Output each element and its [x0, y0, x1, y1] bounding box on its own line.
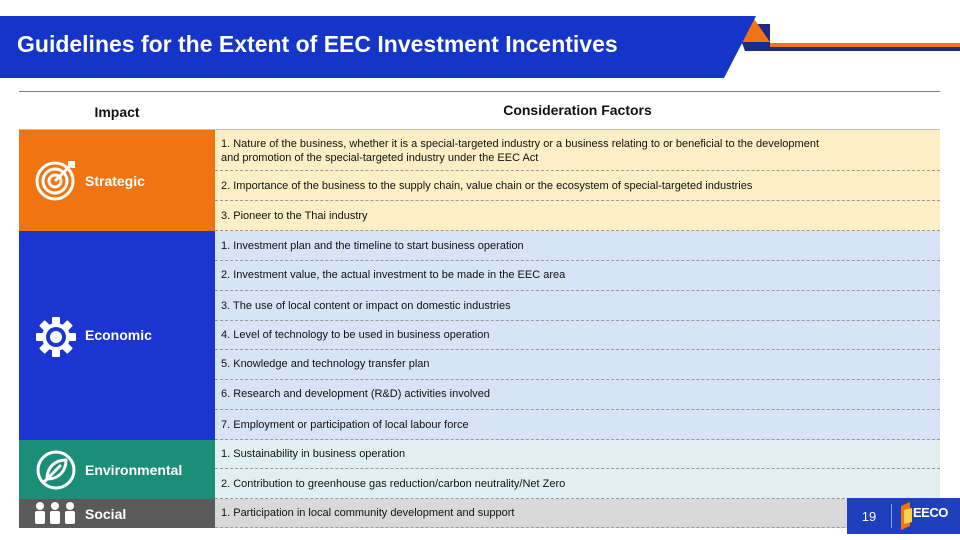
factor-row — [215, 380, 940, 410]
footer-badge — [847, 498, 960, 534]
factor-row — [215, 201, 940, 231]
factor-row — [215, 350, 940, 380]
factor-text: 4. Level of technology to be used in business operation — [221, 329, 490, 341]
factors-social — [215, 499, 940, 528]
factor-text: 3. Pioneer to the Thai industry — [221, 210, 368, 222]
factor-row — [215, 231, 940, 261]
page-number: 19 — [861, 509, 877, 524]
factor-text: 5. Knowledge and technology transfer plan — [221, 358, 430, 370]
factor-text: 3. The use of local content or impact on domestic industries — [221, 300, 511, 312]
group-environmental — [19, 440, 940, 499]
factor-row — [215, 291, 940, 321]
factor-text: 6. Research and development (R&D) activities involved — [221, 388, 491, 400]
group-social — [19, 499, 940, 528]
factor-text: 2. Importance of the business to the supply chain, value chain or the ecosystem of special-targeted industries — [221, 180, 753, 192]
factor-text: 2. Investment value, the actual investment to be made in the EEC area — [221, 269, 566, 281]
factor-text: 1. Investment plan and the timeline to start business operation — [221, 240, 524, 252]
factors-environmental — [215, 440, 940, 499]
factor-row — [215, 321, 940, 350]
group-strategic — [19, 130, 940, 231]
impact-label-environmental: Environmental — [85, 462, 183, 478]
impact-label-economic: Economic — [85, 327, 152, 343]
title-banner — [0, 16, 960, 80]
impact-cell-social — [19, 499, 215, 528]
factor-text: 2. Contribution to greenhouse gas reduction/carbon neutrality/Net Zero — [221, 478, 566, 490]
impact-cell-strategic — [19, 130, 215, 231]
footer-divider — [891, 504, 892, 528]
factor-row — [215, 171, 940, 201]
impact-cell-economic — [19, 231, 215, 440]
logo-text: EECO — [913, 505, 948, 520]
factor-text: 1. Nature of the business, whether it is a special-targeted industry or a business relating to or beneficial to the development and promotion of the special-targeted industry under the EEC Act — [221, 138, 820, 164]
eeco-logo — [899, 502, 955, 530]
leaf-icon — [35, 449, 77, 491]
group-economic — [19, 231, 940, 440]
impact-label-strategic: Strategic — [85, 173, 145, 189]
factor-row — [215, 261, 940, 291]
factor-row — [215, 130, 940, 171]
factor-row — [215, 499, 940, 528]
factors-economic — [215, 231, 940, 440]
header-impact: Impact — [94, 104, 140, 120]
factor-text: 1. Sustainability in business operation — [221, 448, 406, 460]
table-header — [19, 91, 940, 130]
factor-row — [215, 410, 940, 440]
target-icon — [35, 159, 77, 201]
people-icon — [33, 499, 77, 527]
page-title: Guidelines for the Extent of EEC Investment Incentives — [17, 31, 618, 57]
factors-strategic — [215, 130, 940, 231]
factor-text: 7. Employment or participation of local labour force — [221, 419, 469, 431]
impact-cell-environmental — [19, 440, 215, 499]
factor-row — [215, 469, 940, 499]
factor-text: 1. Participation in local community development and support — [221, 507, 515, 519]
header-consideration-factors: Consideration Factors — [503, 102, 652, 118]
factor-row — [215, 440, 940, 469]
incentives-table — [19, 91, 940, 528]
gear-icon — [35, 316, 77, 358]
logo-mark-icon — [899, 502, 913, 530]
impact-label-social: Social — [85, 506, 127, 522]
